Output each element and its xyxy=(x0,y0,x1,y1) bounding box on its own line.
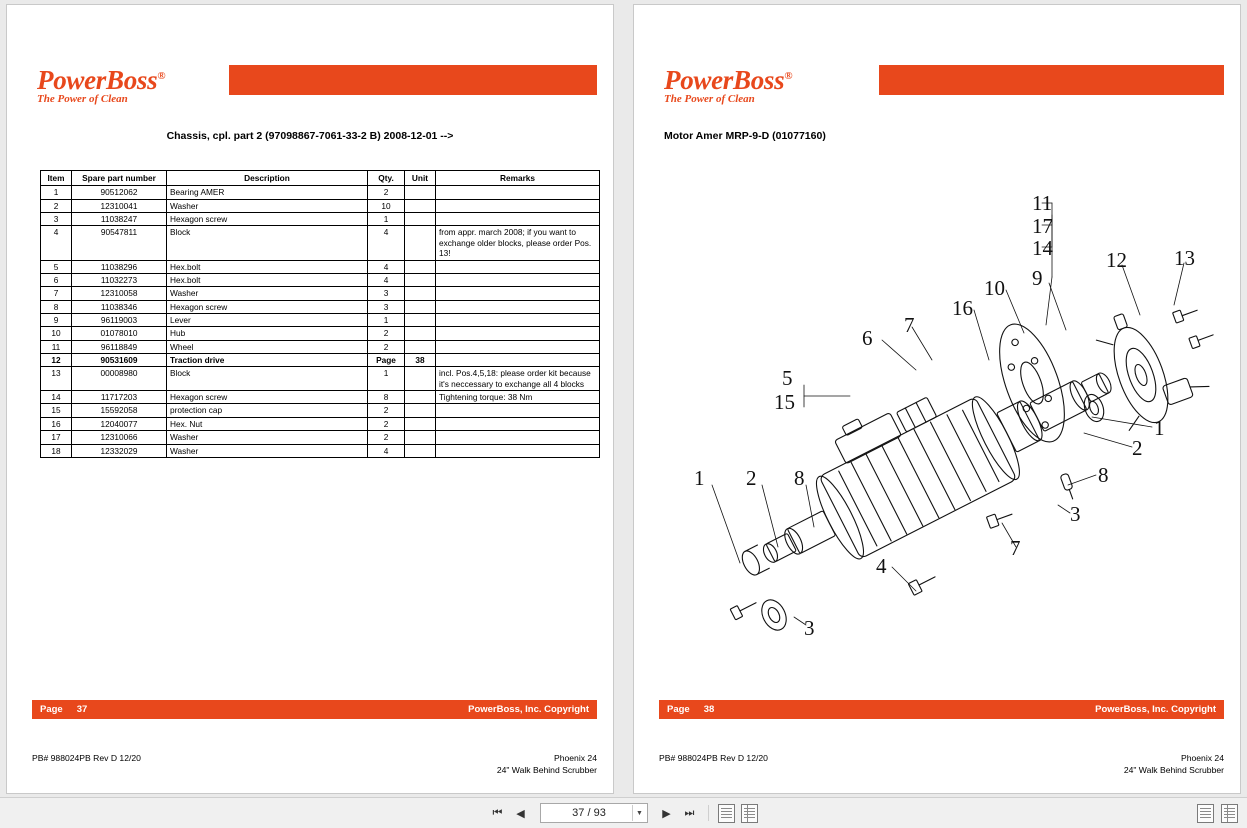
parts-table xyxy=(40,170,600,458)
cell-part: 11032273 xyxy=(72,273,167,286)
cell-unit xyxy=(405,340,436,353)
cell-part: 12310058 xyxy=(72,287,167,300)
cell-unit xyxy=(405,431,436,444)
table-row xyxy=(41,273,600,286)
callout-3-right: 3 xyxy=(1070,502,1081,526)
cell-qty: 8 xyxy=(368,391,405,404)
single-page-view-icon[interactable] xyxy=(717,803,737,823)
footer-copyright: PowerBoss, Inc. Copyright xyxy=(468,704,589,715)
cell-part: 00008980 xyxy=(72,367,167,391)
cell-qty: Page xyxy=(368,354,405,367)
table-row xyxy=(41,199,600,212)
cell-part: 12310041 xyxy=(72,199,167,212)
page-title-left: Chassis, cpl. part 2 (97098867-7061-33-2 B) 2008-12-01 --> xyxy=(166,130,454,142)
cell-remarks xyxy=(436,340,600,353)
cell-desc: Lever xyxy=(167,313,368,326)
cell-desc: protection cap xyxy=(167,404,368,417)
footer-model-desc: 24" Walk Behind Scrubber xyxy=(496,764,597,775)
cell-unit xyxy=(405,404,436,417)
page-number-input[interactable] xyxy=(540,803,648,823)
cell-unit: 38 xyxy=(405,354,436,367)
brand-tagline: The Power of Clean xyxy=(664,93,755,105)
table-row xyxy=(41,213,600,226)
footer-page-label: Page xyxy=(667,704,690,715)
cell-qty: 3 xyxy=(368,287,405,300)
cell-qty: 2 xyxy=(368,186,405,199)
cell-part: 11038296 xyxy=(72,260,167,273)
cell-desc: Hexagon screw xyxy=(167,213,368,226)
cell-part: 12040077 xyxy=(72,417,167,430)
footer-page-label: Page xyxy=(40,704,63,715)
cell-remarks xyxy=(436,313,600,326)
exploded-parts-diagram xyxy=(654,155,1224,675)
callout-6: 6 xyxy=(862,326,873,350)
col-part-number: Spare part number xyxy=(72,171,167,186)
cell-desc: Hex. Nut xyxy=(167,417,368,430)
cell-qty: 4 xyxy=(368,444,405,457)
callout-3-left: 3 xyxy=(804,616,815,640)
cell-remarks: Tightening torque: 38 Nm xyxy=(436,391,600,404)
cell-unit xyxy=(405,417,436,430)
cell-qty: 3 xyxy=(368,300,405,313)
cell-item: 5 xyxy=(41,260,72,273)
cell-part: 96118849 xyxy=(72,340,167,353)
cell-remarks xyxy=(436,404,600,417)
cell-remarks xyxy=(436,300,600,313)
cell-unit xyxy=(405,226,436,260)
cell-item: 11 xyxy=(41,340,72,353)
document-page-right[interactable] xyxy=(633,4,1241,794)
footer-pb-number: PB# 988024PB Rev D 12/20 xyxy=(32,753,141,763)
cell-remarks xyxy=(436,186,600,199)
table-row xyxy=(41,260,600,273)
cell-unit xyxy=(405,260,436,273)
table-row xyxy=(41,327,600,340)
cell-part: 90531609 xyxy=(72,354,167,367)
thumbnail-panel-icon xyxy=(1197,804,1214,823)
cell-remarks xyxy=(436,260,600,273)
cell-desc: Block xyxy=(167,367,368,391)
table-row xyxy=(41,431,600,444)
callout-1-left: 1 xyxy=(694,466,705,490)
cell-desc: Block xyxy=(167,226,368,260)
cell-desc: Hub xyxy=(167,327,368,340)
cell-desc: Washer xyxy=(167,431,368,444)
document-page-left[interactable] xyxy=(6,4,614,794)
cell-desc: Wheel xyxy=(167,340,368,353)
brand-registered: ® xyxy=(157,70,166,82)
cell-item: 2 xyxy=(41,199,72,212)
brand-accent-bar xyxy=(879,65,1224,95)
cell-part: 96119003 xyxy=(72,313,167,326)
footer-page-left xyxy=(40,704,87,715)
table-row xyxy=(41,340,600,353)
cell-part: 15592058 xyxy=(72,404,167,417)
page-layout-facing-icon xyxy=(741,804,758,823)
navigation-controls xyxy=(488,803,760,823)
cell-desc: Washer xyxy=(167,199,368,212)
cell-part: 90547811 xyxy=(72,226,167,260)
cell-qty: 2 xyxy=(368,417,405,430)
callout-11: 11 xyxy=(1032,191,1053,215)
table-row xyxy=(41,391,600,404)
cell-qty: 1 xyxy=(368,213,405,226)
cell-unit xyxy=(405,273,436,286)
cell-item: 18 xyxy=(41,444,72,457)
cell-unit xyxy=(405,300,436,313)
outline-view-icon[interactable] xyxy=(1219,803,1239,823)
callout-13: 13 xyxy=(1174,246,1195,270)
cell-qty: 2 xyxy=(368,431,405,444)
cell-desc: Washer xyxy=(167,287,368,300)
cell-unit xyxy=(405,444,436,457)
cell-qty: 2 xyxy=(368,327,405,340)
footer-pb-number: PB# 988024PB Rev D 12/20 xyxy=(659,753,768,763)
footer-page-right xyxy=(667,704,714,715)
thumbnail-view-icon[interactable] xyxy=(1195,803,1215,823)
facing-page-view-icon[interactable] xyxy=(740,803,760,823)
cell-part: 01078010 xyxy=(72,327,167,340)
cell-item: 15 xyxy=(41,404,72,417)
col-unit: Unit xyxy=(405,171,436,186)
cell-item: 9 xyxy=(41,313,72,326)
cell-part: 12310066 xyxy=(72,431,167,444)
brand-logo-right xyxy=(664,63,1224,105)
cell-part: 12332029 xyxy=(72,444,167,457)
cell-item: 1 xyxy=(41,186,72,199)
previous-page-icon[interactable]: ◀ xyxy=(516,807,525,820)
page-footer-bar-left xyxy=(32,700,597,719)
callout-2-right: 2 xyxy=(1132,436,1143,460)
footer-model-desc: 24" Walk Behind Scrubber xyxy=(1123,764,1224,775)
next-page-icon[interactable]: ▶ xyxy=(662,807,671,820)
table-row xyxy=(41,417,600,430)
cell-unit xyxy=(405,327,436,340)
brand-tagline: The Power of Clean xyxy=(37,93,128,105)
cell-unit xyxy=(405,287,436,300)
cell-item: 14 xyxy=(41,391,72,404)
callout-7-upper: 7 xyxy=(904,313,915,337)
cell-unit xyxy=(405,391,436,404)
callout-17: 17 xyxy=(1032,214,1053,238)
callout-8-left: 8 xyxy=(794,466,805,490)
parts-table-body xyxy=(41,186,600,458)
cell-item: 6 xyxy=(41,273,72,286)
page-title-right: Motor Amer MRP-9-D (01077160) xyxy=(664,130,826,142)
callout-15: 15 xyxy=(774,390,795,414)
footer-model-block xyxy=(1124,753,1224,776)
last-page-icon[interactable]: ⏭ xyxy=(684,806,695,819)
cell-remarks xyxy=(436,354,600,367)
footer-page-number: 38 xyxy=(703,704,715,715)
cell-unit xyxy=(405,213,436,226)
page-footer-bar-right xyxy=(659,700,1224,719)
brand-name: PowerBoss xyxy=(37,65,158,95)
callout-9: 9 xyxy=(1032,266,1043,290)
table-header-row xyxy=(41,171,600,186)
viewer-toolbar xyxy=(0,797,1247,828)
footer-model-block xyxy=(497,753,597,776)
table-row xyxy=(41,367,600,391)
callout-10: 10 xyxy=(984,276,1005,300)
cell-part: 90512062 xyxy=(72,186,167,199)
cell-remarks xyxy=(436,327,600,340)
cell-remarks xyxy=(436,199,600,212)
footer-model: Phoenix 24 xyxy=(1180,753,1224,763)
cell-remarks xyxy=(436,417,600,430)
table-row xyxy=(41,186,600,199)
footer-model: Phoenix 24 xyxy=(553,753,597,763)
cell-qty: 1 xyxy=(368,313,405,326)
table-row xyxy=(41,300,600,313)
cell-unit xyxy=(405,313,436,326)
col-qty: Qty. xyxy=(368,171,405,186)
cell-unit xyxy=(405,367,436,391)
cell-desc: Bearing AMER xyxy=(167,186,368,199)
table-row xyxy=(41,354,600,367)
brand-logo-text xyxy=(664,63,792,105)
cell-remarks xyxy=(436,273,600,286)
cell-desc: Hex.bolt xyxy=(167,273,368,286)
brand-accent-bar xyxy=(229,65,597,95)
brand-registered: ® xyxy=(784,70,793,82)
callout-16: 16 xyxy=(952,296,973,320)
cell-remarks xyxy=(436,287,600,300)
callout-12: 12 xyxy=(1106,248,1127,272)
cell-item: 17 xyxy=(41,431,72,444)
cell-qty: 4 xyxy=(368,273,405,286)
outline-panel-icon xyxy=(1221,804,1238,823)
cell-unit xyxy=(405,199,436,212)
cell-part: 11038247 xyxy=(72,213,167,226)
cell-qty: 2 xyxy=(368,404,405,417)
cell-desc: Hex.bolt xyxy=(167,260,368,273)
cell-qty: 1 xyxy=(368,367,405,391)
cell-remarks xyxy=(436,213,600,226)
chevron-down-icon[interactable]: ▼ xyxy=(632,805,647,821)
table-row xyxy=(41,226,600,260)
table-row xyxy=(41,404,600,417)
cell-part: 11038346 xyxy=(72,300,167,313)
col-remarks: Remarks xyxy=(436,171,600,186)
footer-copyright: PowerBoss, Inc. Copyright xyxy=(1095,704,1216,715)
callout-4: 4 xyxy=(876,554,887,578)
cell-qty: 4 xyxy=(368,260,405,273)
cell-item: 7 xyxy=(41,287,72,300)
brand-logo-text xyxy=(37,63,165,105)
view-mode-controls xyxy=(1195,803,1239,823)
first-page-icon[interactable]: ⏮ xyxy=(492,806,503,819)
callout-5: 5 xyxy=(782,366,793,390)
diagram-svg xyxy=(654,155,1224,675)
cell-item: 13 xyxy=(41,367,72,391)
cell-unit xyxy=(405,186,436,199)
cell-qty: 4 xyxy=(368,226,405,260)
cell-item: 3 xyxy=(41,213,72,226)
cell-item: 10 xyxy=(41,327,72,340)
col-item: Item xyxy=(41,171,72,186)
cell-item: 12 xyxy=(41,354,72,367)
cell-desc: Traction drive xyxy=(167,354,368,367)
brand-logo-left xyxy=(37,63,597,105)
table-row xyxy=(41,313,600,326)
footer-page-number: 37 xyxy=(76,704,88,715)
cell-remarks: incl. Pos.4,5,18: please order kit because it's neccessary to exchange all 4 blocks xyxy=(436,367,600,391)
page-layout-single-icon xyxy=(718,804,735,823)
cell-desc: Hexagon screw xyxy=(167,300,368,313)
cell-item: 8 xyxy=(41,300,72,313)
cell-remarks xyxy=(436,444,600,457)
cell-desc: Hexagon screw xyxy=(167,391,368,404)
cell-item: 4 xyxy=(41,226,72,260)
callout-8-right: 8 xyxy=(1098,463,1109,487)
cell-part: 11717203 xyxy=(72,391,167,404)
toolbar-divider xyxy=(708,805,709,821)
table-row xyxy=(41,287,600,300)
cell-remarks: from appr. march 2008; if you want to exchange older blocks, please order Pos. 13! xyxy=(436,226,600,260)
cell-qty: 10 xyxy=(368,199,405,212)
cell-remarks xyxy=(436,431,600,444)
page-indicator-text: 37 / 93 xyxy=(572,807,606,819)
col-description: Description xyxy=(167,171,368,186)
callout-14: 14 xyxy=(1032,236,1053,260)
callout-7-lower: 7 xyxy=(1010,536,1021,560)
callout-1-right: 1 xyxy=(1154,416,1165,440)
brand-name: PowerBoss xyxy=(664,65,785,95)
cell-item: 16 xyxy=(41,417,72,430)
table-row xyxy=(41,444,600,457)
callout-2-left: 2 xyxy=(746,466,757,490)
cell-qty: 2 xyxy=(368,340,405,353)
cell-desc: Washer xyxy=(167,444,368,457)
